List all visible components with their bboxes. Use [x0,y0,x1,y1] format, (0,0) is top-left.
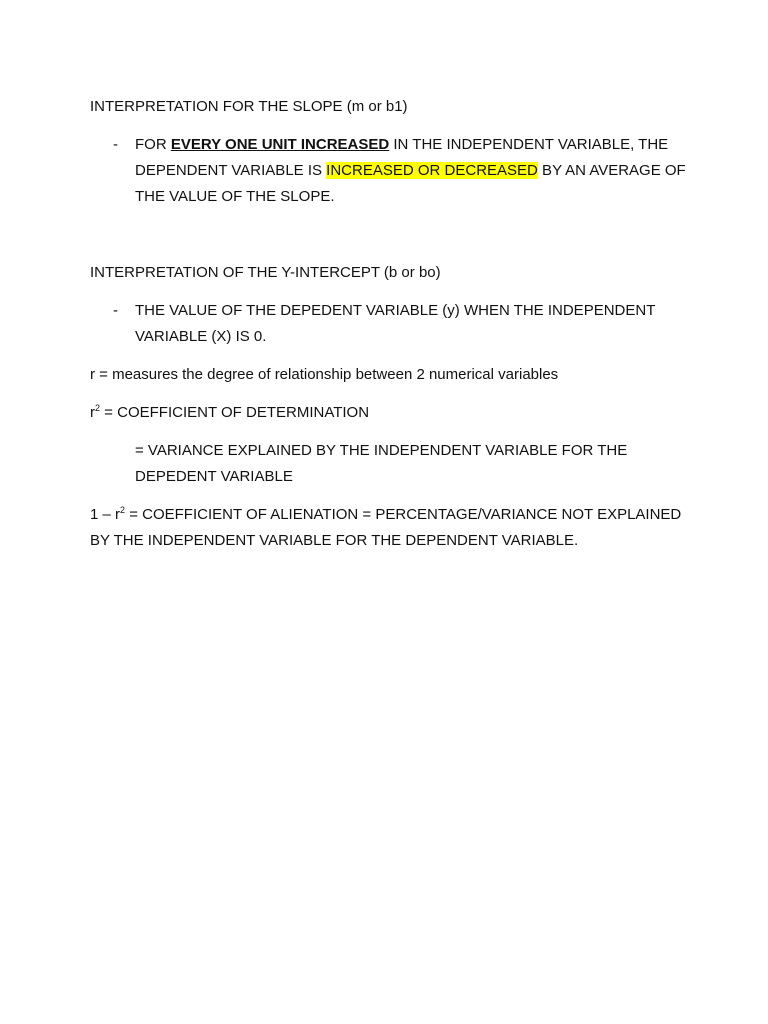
intercept-bullet-text: THE VALUE OF THE DEPEDENT VARIABLE (y) WHEN THE INDEPENDENT VARIABLE (X) IS 0. [135,302,656,345]
intercept-bullet [90,298,690,350]
slope-bullet-mid: IN THE INDEPENDENT VARIABLE, THE DEPENDENT VARIABLE IS [135,136,669,179]
r-squared-text: = COEFFICIENT OF DETERMINATION [100,404,370,421]
alienation-text: = COEFFICIENT OF ALIENATION = PERCENTAGE/VARIANCE NOT EXPLAINED BY THE INDEPENDENT VARIABLE FOR THE DEPENDENT VARIABLE. [90,506,682,549]
bullet-dash: - [113,136,118,153]
r-definition: r = measures the degree of relationship between 2 numerical variables [90,366,559,383]
alienation-exponent: 2 [120,505,126,515]
bullet-dash: - [113,302,118,319]
slope-bullet-pre: FOR [135,136,171,153]
slope-bullet-post: BY AN AVERAGE OF THE VALUE OF THE SLOPE. [135,162,686,205]
r-symbol: r [90,404,95,421]
slope-heading: INTERPRETATION FOR THE SLOPE (m or b1) [90,98,408,115]
intercept-heading: INTERPRETATION OF THE Y-INTERCEPT (b or bo) [90,264,441,281]
document-page [90,94,690,554]
r-squared-explanation: = VARIANCE EXPLAINED BY THE INDEPENDENT VARIABLE FOR THE DEPEDENT VARIABLE [135,442,628,485]
alienation-line [90,502,690,554]
slope-bullet [90,132,690,210]
slope-emphasis: EVERY ONE UNIT INCREASED [170,136,390,153]
r-squared-exponent: 2 [95,403,101,413]
slope-highlight: INCREASED OR DECREASED [326,162,538,179]
alienation-prefix: 1 – r [90,506,121,523]
r-squared-line [90,400,690,426]
